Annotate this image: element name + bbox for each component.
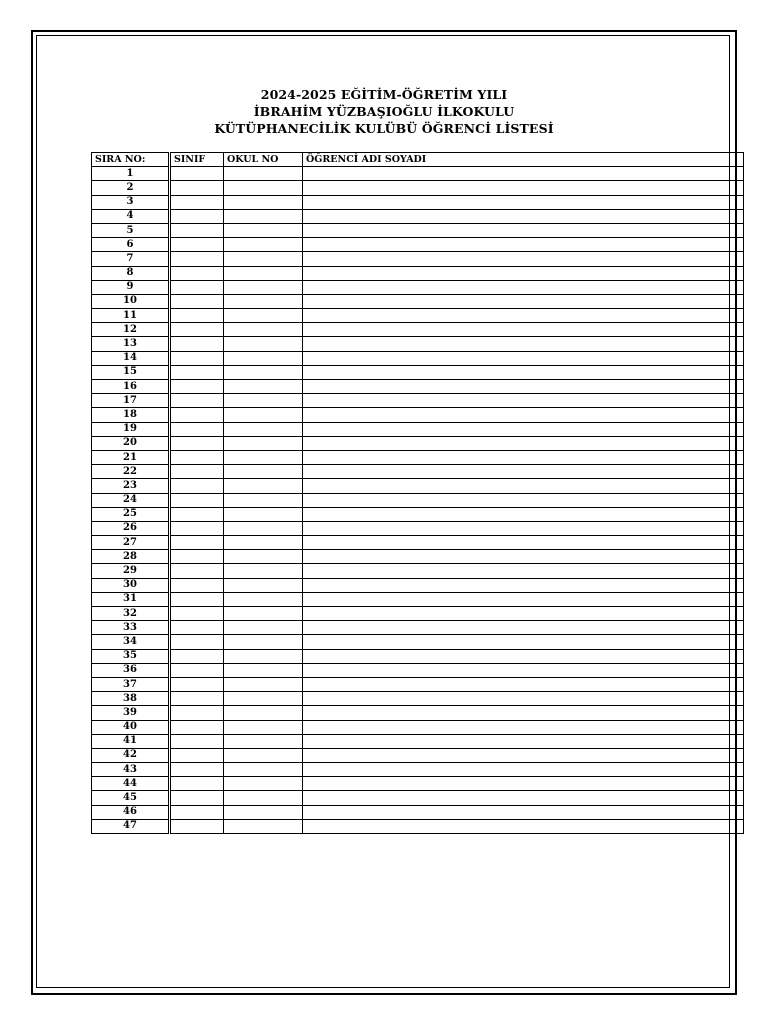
row-number: 21 — [92, 450, 170, 464]
table-row — [92, 351, 744, 365]
okul-no-cell[interactable] — [224, 223, 303, 237]
row-number: 30 — [92, 578, 170, 592]
document-title — [0, 86, 768, 137]
sinif-cell[interactable] — [170, 621, 224, 635]
table-row — [92, 592, 744, 606]
sinif-cell[interactable] — [170, 436, 224, 450]
sinif-cell[interactable] — [170, 337, 224, 351]
okul-no-cell[interactable] — [224, 309, 303, 323]
title-academic-year: 2024-2025 EĞİTİM-ÖĞRETİM YILI — [260, 87, 508, 102]
table-row — [92, 238, 744, 252]
row-number: 47 — [92, 819, 170, 833]
sinif-cell[interactable] — [170, 734, 224, 748]
sinif-cell[interactable] — [170, 805, 224, 819]
okul-no-cell[interactable] — [224, 791, 303, 805]
ogrenci-adi-soyadi-cell[interactable] — [303, 521, 744, 535]
okul-no-cell[interactable] — [224, 337, 303, 351]
sinif-cell[interactable] — [170, 720, 224, 734]
sinif-cell[interactable] — [170, 607, 224, 621]
table-row — [92, 692, 744, 706]
okul-no-cell[interactable] — [224, 507, 303, 521]
ogrenci-adi-soyadi-cell[interactable] — [303, 635, 744, 649]
table-row — [92, 181, 744, 195]
row-number: 36 — [92, 663, 170, 677]
table-row — [92, 450, 744, 464]
sinif-cell[interactable] — [170, 677, 224, 691]
table-row — [92, 578, 744, 592]
okul-no-cell[interactable] — [224, 607, 303, 621]
sinif-cell[interactable] — [170, 209, 224, 223]
ogrenci-adi-soyadi-cell[interactable] — [303, 649, 744, 663]
ogrenci-adi-soyadi-cell[interactable] — [303, 819, 744, 833]
okul-no-cell[interactable] — [224, 763, 303, 777]
row-number: 13 — [92, 337, 170, 351]
okul-no-cell[interactable] — [224, 252, 303, 266]
row-number: 12 — [92, 323, 170, 337]
row-number: 39 — [92, 706, 170, 720]
student-list-table-wrapper — [91, 152, 743, 834]
ogrenci-adi-soyadi-cell[interactable] — [303, 238, 744, 252]
table-row — [92, 734, 744, 748]
ogrenci-adi-soyadi-cell[interactable] — [303, 181, 744, 195]
table-row — [92, 167, 744, 181]
sinif-cell[interactable] — [170, 323, 224, 337]
row-number: 40 — [92, 720, 170, 734]
table-row — [92, 649, 744, 663]
sinif-cell[interactable] — [170, 521, 224, 535]
table-row — [92, 777, 744, 791]
sinif-cell[interactable] — [170, 479, 224, 493]
table-row — [92, 380, 744, 394]
row-number: 15 — [92, 365, 170, 379]
ogrenci-adi-soyadi-cell[interactable] — [303, 294, 744, 308]
ogrenci-adi-soyadi-cell[interactable] — [303, 663, 744, 677]
okul-no-cell[interactable] — [224, 294, 303, 308]
sinif-cell[interactable] — [170, 649, 224, 663]
sinif-cell[interactable] — [170, 507, 224, 521]
title-list-name: KÜTÜPHANECİLİK KULÜBÜ ÖĞRENCİ LİSTESİ — [214, 121, 554, 136]
ogrenci-adi-soyadi-cell[interactable] — [303, 706, 744, 720]
okul-no-cell[interactable] — [224, 351, 303, 365]
okul-no-cell[interactable] — [224, 323, 303, 337]
row-number: 6 — [92, 238, 170, 252]
okul-no-cell[interactable] — [224, 394, 303, 408]
ogrenci-adi-soyadi-cell[interactable] — [303, 607, 744, 621]
sinif-cell[interactable] — [170, 238, 224, 252]
table-row — [92, 365, 744, 379]
okul-no-cell[interactable] — [224, 692, 303, 706]
table-row — [92, 337, 744, 351]
okul-no-cell[interactable] — [224, 706, 303, 720]
ogrenci-adi-soyadi-cell[interactable] — [303, 692, 744, 706]
row-number: 35 — [92, 649, 170, 663]
ogrenci-adi-soyadi-cell[interactable] — [303, 734, 744, 748]
sinif-cell[interactable] — [170, 167, 224, 181]
ogrenci-adi-soyadi-cell[interactable] — [303, 323, 744, 337]
ogrenci-adi-soyadi-cell[interactable] — [303, 479, 744, 493]
table-row — [92, 635, 744, 649]
row-number: 44 — [92, 777, 170, 791]
ogrenci-adi-soyadi-cell[interactable] — [303, 677, 744, 691]
table-row — [92, 607, 744, 621]
okul-no-cell[interactable] — [224, 663, 303, 677]
sinif-cell[interactable] — [170, 692, 224, 706]
ogrenci-adi-soyadi-cell[interactable] — [303, 465, 744, 479]
sinif-cell[interactable] — [170, 465, 224, 479]
okul-no-cell[interactable] — [224, 422, 303, 436]
ogrenci-adi-soyadi-cell[interactable] — [303, 763, 744, 777]
column-header-sira-no: SIRA NO: — [92, 153, 170, 167]
ogrenci-adi-soyadi-cell[interactable] — [303, 450, 744, 464]
ogrenci-adi-soyadi-cell[interactable] — [303, 195, 744, 209]
table-row — [92, 550, 744, 564]
table-row — [92, 720, 744, 734]
sinif-cell[interactable] — [170, 309, 224, 323]
table-row — [92, 223, 744, 237]
table-row — [92, 536, 744, 550]
table-header-row — [92, 153, 744, 167]
sinif-cell[interactable] — [170, 791, 224, 805]
okul-no-cell[interactable] — [224, 621, 303, 635]
table-row — [92, 677, 744, 691]
okul-no-cell[interactable] — [224, 550, 303, 564]
ogrenci-adi-soyadi-cell[interactable] — [303, 805, 744, 819]
ogrenci-adi-soyadi-cell[interactable] — [303, 408, 744, 422]
row-number: 27 — [92, 536, 170, 550]
sinif-cell[interactable] — [170, 578, 224, 592]
row-number: 2 — [92, 181, 170, 195]
row-number: 17 — [92, 394, 170, 408]
row-number: 22 — [92, 465, 170, 479]
row-number: 26 — [92, 521, 170, 535]
okul-no-cell[interactable] — [224, 748, 303, 762]
row-number: 1 — [92, 167, 170, 181]
row-number: 29 — [92, 564, 170, 578]
table-row — [92, 394, 744, 408]
ogrenci-adi-soyadi-cell[interactable] — [303, 578, 744, 592]
sinif-cell[interactable] — [170, 408, 224, 422]
sinif-cell[interactable] — [170, 493, 224, 507]
okul-no-cell[interactable] — [224, 167, 303, 181]
okul-no-cell[interactable] — [224, 181, 303, 195]
table-body — [92, 167, 744, 834]
sinif-cell[interactable] — [170, 422, 224, 436]
table-row — [92, 436, 744, 450]
okul-no-cell[interactable] — [224, 805, 303, 819]
sinif-cell[interactable] — [170, 706, 224, 720]
okul-no-cell[interactable] — [224, 536, 303, 550]
sinif-cell[interactable] — [170, 394, 224, 408]
table-row — [92, 493, 744, 507]
ogrenci-adi-soyadi-cell[interactable] — [303, 422, 744, 436]
table-row — [92, 252, 744, 266]
ogrenci-adi-soyadi-cell[interactable] — [303, 167, 744, 181]
ogrenci-adi-soyadi-cell[interactable] — [303, 209, 744, 223]
table-row — [92, 564, 744, 578]
sinif-cell[interactable] — [170, 380, 224, 394]
sinif-cell[interactable] — [170, 564, 224, 578]
okul-no-cell[interactable] — [224, 380, 303, 394]
sinif-cell[interactable] — [170, 351, 224, 365]
table-row — [92, 266, 744, 280]
ogrenci-adi-soyadi-cell[interactable] — [303, 252, 744, 266]
ogrenci-adi-soyadi-cell[interactable] — [303, 720, 744, 734]
okul-no-cell[interactable] — [224, 677, 303, 691]
row-number: 37 — [92, 677, 170, 691]
ogrenci-adi-soyadi-cell[interactable] — [303, 436, 744, 450]
table-row — [92, 819, 744, 833]
ogrenci-adi-soyadi-cell[interactable] — [303, 536, 744, 550]
table-row — [92, 763, 744, 777]
ogrenci-adi-soyadi-cell[interactable] — [303, 791, 744, 805]
okul-no-cell[interactable] — [224, 635, 303, 649]
row-number: 31 — [92, 592, 170, 606]
okul-no-cell[interactable] — [224, 450, 303, 464]
student-list-table — [91, 152, 744, 834]
okul-no-cell[interactable] — [224, 465, 303, 479]
row-number: 5 — [92, 223, 170, 237]
row-number: 20 — [92, 436, 170, 450]
sinif-cell[interactable] — [170, 748, 224, 762]
table-row — [92, 521, 744, 535]
okul-no-cell[interactable] — [224, 280, 303, 294]
row-number: 14 — [92, 351, 170, 365]
sinif-cell[interactable] — [170, 280, 224, 294]
table-row — [92, 621, 744, 635]
okul-no-cell[interactable] — [224, 819, 303, 833]
row-number: 11 — [92, 309, 170, 323]
okul-no-cell[interactable] — [224, 408, 303, 422]
sinif-cell[interactable] — [170, 294, 224, 308]
column-header-ogrenci-adi-soyadi: ÖĞRENCİ ADI SOYADI — [303, 153, 744, 167]
sinif-cell[interactable] — [170, 635, 224, 649]
row-number: 34 — [92, 635, 170, 649]
sinif-cell[interactable] — [170, 266, 224, 280]
sinif-cell[interactable] — [170, 663, 224, 677]
row-number: 41 — [92, 734, 170, 748]
table-row — [92, 748, 744, 762]
sinif-cell[interactable] — [170, 252, 224, 266]
okul-no-cell[interactable] — [224, 720, 303, 734]
row-number: 24 — [92, 493, 170, 507]
sinif-cell[interactable] — [170, 777, 224, 791]
okul-no-cell[interactable] — [224, 521, 303, 535]
ogrenci-adi-soyadi-cell[interactable] — [303, 266, 744, 280]
row-number: 4 — [92, 209, 170, 223]
sinif-cell[interactable] — [170, 450, 224, 464]
okul-no-cell[interactable] — [224, 649, 303, 663]
table-row — [92, 209, 744, 223]
ogrenci-adi-soyadi-cell[interactable] — [303, 337, 744, 351]
okul-no-cell[interactable] — [224, 209, 303, 223]
sinif-cell[interactable] — [170, 181, 224, 195]
table-row — [92, 663, 744, 677]
okul-no-cell[interactable] — [224, 195, 303, 209]
ogrenci-adi-soyadi-cell[interactable] — [303, 394, 744, 408]
row-number: 33 — [92, 621, 170, 635]
okul-no-cell[interactable] — [224, 493, 303, 507]
table-row — [92, 479, 744, 493]
table-row — [92, 805, 744, 819]
ogrenci-adi-soyadi-cell[interactable] — [303, 351, 744, 365]
okul-no-cell[interactable] — [224, 238, 303, 252]
sinif-cell[interactable] — [170, 763, 224, 777]
ogrenci-adi-soyadi-cell[interactable] — [303, 592, 744, 606]
row-number: 10 — [92, 294, 170, 308]
row-number: 32 — [92, 607, 170, 621]
row-number: 23 — [92, 479, 170, 493]
okul-no-cell[interactable] — [224, 479, 303, 493]
row-number: 43 — [92, 763, 170, 777]
okul-no-cell[interactable] — [224, 436, 303, 450]
ogrenci-adi-soyadi-cell[interactable] — [303, 380, 744, 394]
row-number: 19 — [92, 422, 170, 436]
ogrenci-adi-soyadi-cell[interactable] — [303, 550, 744, 564]
row-number: 9 — [92, 280, 170, 294]
sinif-cell[interactable] — [170, 550, 224, 564]
row-number: 42 — [92, 748, 170, 762]
ogrenci-adi-soyadi-cell[interactable] — [303, 777, 744, 791]
table-row — [92, 706, 744, 720]
sinif-cell[interactable] — [170, 223, 224, 237]
row-number: 3 — [92, 195, 170, 209]
row-number: 8 — [92, 266, 170, 280]
table-row — [92, 422, 744, 436]
okul-no-cell[interactable] — [224, 564, 303, 578]
table-row — [92, 195, 744, 209]
ogrenci-adi-soyadi-cell[interactable] — [303, 223, 744, 237]
sinif-cell[interactable] — [170, 365, 224, 379]
okul-no-cell[interactable] — [224, 777, 303, 791]
sinif-cell[interactable] — [170, 195, 224, 209]
table-row — [92, 309, 744, 323]
column-header-sinif: SINIF — [170, 153, 224, 167]
row-number: 38 — [92, 692, 170, 706]
table-row — [92, 280, 744, 294]
row-number: 7 — [92, 252, 170, 266]
okul-no-cell[interactable] — [224, 734, 303, 748]
sinif-cell[interactable] — [170, 819, 224, 833]
okul-no-cell[interactable] — [224, 592, 303, 606]
row-number: 45 — [92, 791, 170, 805]
row-number: 16 — [92, 380, 170, 394]
table-row — [92, 323, 744, 337]
ogrenci-adi-soyadi-cell[interactable] — [303, 280, 744, 294]
row-number: 25 — [92, 507, 170, 521]
okul-no-cell[interactable] — [224, 578, 303, 592]
table-row — [92, 507, 744, 521]
ogrenci-adi-soyadi-cell[interactable] — [303, 621, 744, 635]
table-row — [92, 294, 744, 308]
row-number: 28 — [92, 550, 170, 564]
okul-no-cell[interactable] — [224, 365, 303, 379]
title-school-name: İBRAHİM YÜZBAŞIOĞLU İLKOKULU — [253, 104, 515, 119]
ogrenci-adi-soyadi-cell[interactable] — [303, 507, 744, 521]
table-row — [92, 791, 744, 805]
ogrenci-adi-soyadi-cell[interactable] — [303, 365, 744, 379]
table-row — [92, 408, 744, 422]
ogrenci-adi-soyadi-cell[interactable] — [303, 564, 744, 578]
table-row — [92, 465, 744, 479]
column-header-okul-no: OKUL NO — [224, 153, 303, 167]
row-number: 46 — [92, 805, 170, 819]
ogrenci-adi-soyadi-cell[interactable] — [303, 493, 744, 507]
okul-no-cell[interactable] — [224, 266, 303, 280]
sinif-cell[interactable] — [170, 592, 224, 606]
row-number: 18 — [92, 408, 170, 422]
ogrenci-adi-soyadi-cell[interactable] — [303, 309, 744, 323]
ogrenci-adi-soyadi-cell[interactable] — [303, 748, 744, 762]
sinif-cell[interactable] — [170, 536, 224, 550]
